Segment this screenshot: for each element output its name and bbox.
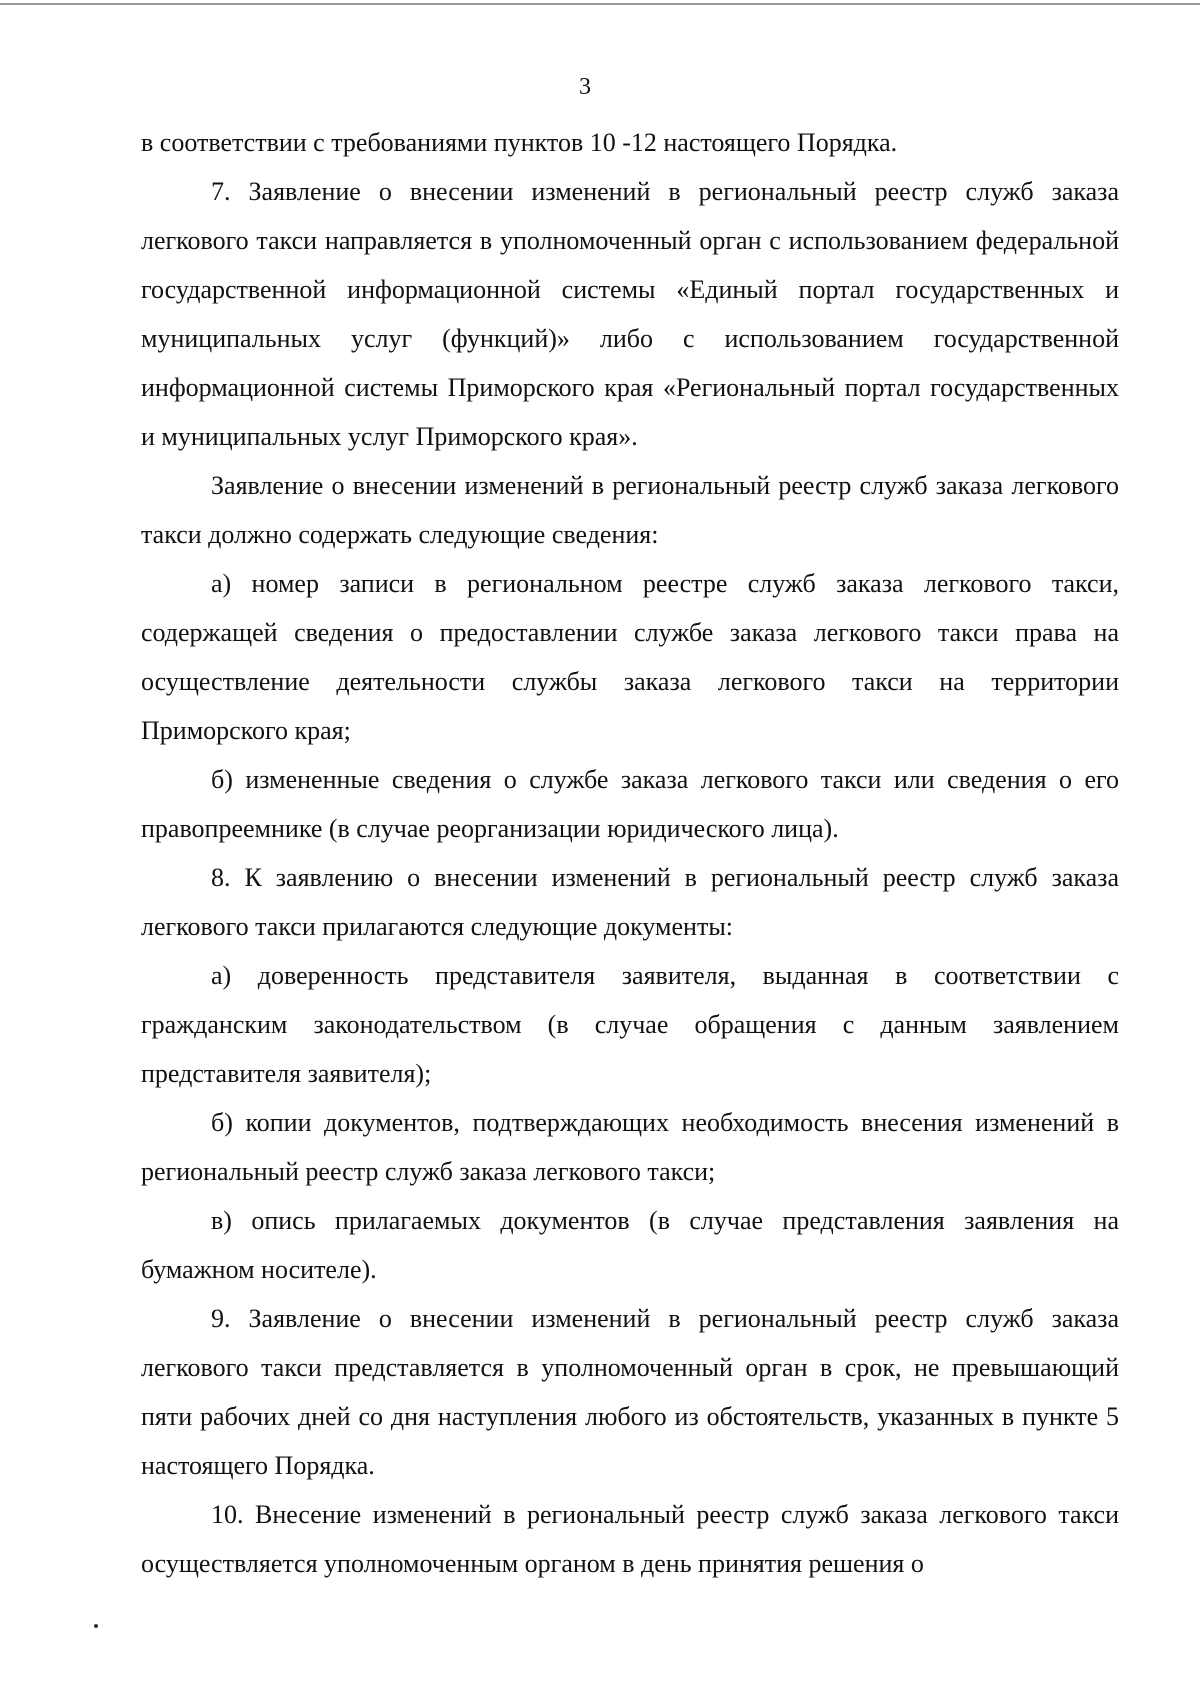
paragraph-item-7: 7. Заявление о внесении изменений в региональный реестр служб заказа легкового такси направляется в уполномоченный орган с использованием федеральной государственной информационной системы «Единый портал государственных и муниципальных услуг (функций)» либо с использованием государственной информационной системы Приморского края «Региональный портал государственных и муниципальных услуг Приморского края». [141,177,1119,451]
paragraph-item-10: 10. Внесение изменений в региональный реестр служб заказа легкового такси осуществляется уполномоченным органом в день принятия решения о [141,1500,1119,1578]
paragraph-item-8-a: а) доверенность представителя заявителя, выданная в соответствии с гражданским законодательством (в случае обращения с данным заявлением представителя заявителя); [141,961,1119,1088]
paragraph-item-8-v: в) опись прилагаемых документов (в случае представления заявления на бумажном носителе). [141,1206,1119,1284]
page-number: 3 [579,74,591,100]
paragraph-item-7-a: а) номер записи в региональном реестре служб заказа легкового такси, содержащей сведения о предоставлении службе заказа легкового такси права на осуществление деятельности службы заказа легкового такси на территории Приморского края; [141,569,1119,745]
paragraph-item-8-b: б) копии документов, подтверждающих необходимость внесения изменений в региональный реестр служб заказа легкового такси; [141,1108,1119,1186]
paragraph-item-8: 8. К заявлению о внесении изменений в региональный реестр служб заказа легкового такси прилагаются следующие документы: [141,863,1119,941]
paragraph-item-7-b: б) измененные сведения о службе заказа легкового такси или сведения о его правопреемнике (в случае реорганизации юридического лица). [141,765,1119,843]
scan-speck [94,1624,98,1628]
paragraph-item-9: 9. Заявление о внесении изменений в региональный реестр служб заказа легкового такси представляется в уполномоченный орган в срок, не превышающий пяти рабочих дней со дня наступления любого из обстоятельств, указанных в пункте 5 настоящего Порядка. [141,1304,1119,1480]
document-body [141,118,1119,1588]
paragraph-continuation: в соответствии с требованиями пунктов 10 -12 настоящего Порядка. [141,128,898,157]
paragraph-item-7-contents: Заявление о внесении изменений в региональный реестр служб заказа легкового такси должно содержать следующие сведения: [141,471,1119,549]
scan-top-edge [0,3,1200,5]
